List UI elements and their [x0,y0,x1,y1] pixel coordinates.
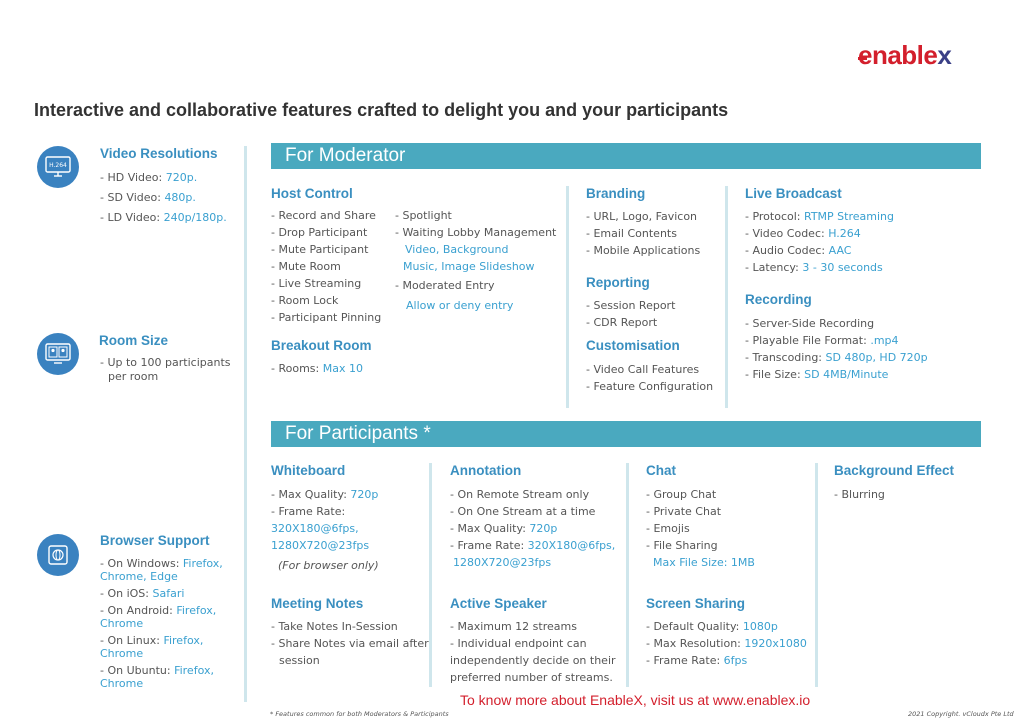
background-effect-title: Background Effect [834,463,955,478]
list-item: - URL, Logo, Favicon [586,210,698,223]
annotation-list [450,486,615,571]
list-item: - Share Notes via email after [271,637,429,650]
list-item: session [279,654,320,667]
meeting-notes-title: Meeting Notes [271,596,364,611]
list-item: - Room Lock [271,294,339,307]
list-item: - Waiting Lobby Management [395,226,557,239]
list-item: Chrome [100,647,144,660]
list-item: - On Ubuntu: Firefox, [100,664,214,677]
list-item: - On Remote Stream only [450,488,590,501]
room-size-title: Room Size [99,333,169,348]
chat-list [646,486,755,571]
list-item: - Mute Participant [271,243,369,256]
list-item: - Feature Configuration [586,380,714,393]
list-item: Chrome [100,677,144,690]
list-item: - Individual endpoint can [450,637,587,650]
list-item: Video, Background [405,243,509,256]
customisation-title: Customisation [586,338,680,353]
list-item: - On Linux: Firefox, [100,634,204,647]
list-item: - Server-Side Recording [745,317,875,330]
video-resolutions-list [100,168,227,228]
recording-list [745,315,928,383]
list-item: - Frame Rate: 6fps [646,654,748,667]
host-control-list [271,207,381,326]
browser-support-list [100,557,223,690]
list-item: - On Windows: Firefox, [100,557,223,570]
host-control-list-2 [395,207,556,314]
list-item: (For browser only) [278,559,379,572]
screen-sharing-title: Screen Sharing [646,596,746,611]
list-item: - On iOS: Safari [100,587,185,600]
list-item: 1280X720@23fps [271,539,370,552]
list-item: - Take Notes In-Session [271,620,398,633]
list-item: Chrome [100,617,144,630]
video-resolutions-title: Video Resolutions [100,146,218,161]
participants-band: For Participants * [271,421,981,447]
list-item: - Record and Share [271,209,376,222]
list-item: 1280X720@23fps [453,556,552,569]
breakout-room-title: Breakout Room [271,338,372,353]
list-item: - SD Video: 480p. [100,191,196,204]
svg-text:H.264: H.264 [49,162,67,169]
list-item: - Mobile Applications [586,244,701,257]
list-item: - Emojis [646,522,690,535]
column-divider [626,463,629,687]
list-item: - Mute Room [271,260,341,273]
active-speaker-title: Active Speaker [450,596,547,611]
meeting-notes-list [271,618,429,669]
list-item: - Session Report [586,299,676,312]
list-item: - Video Call Features [586,363,700,376]
list-item: - Frame Rate: 320X180@6fps, [450,539,616,552]
list-item: Max File Size: 1MB [653,556,755,569]
list-item: - On One Stream at a time [450,505,596,518]
list-item: - Audio Codec: AAC [745,244,852,257]
list-item: - Moderated Entry [395,279,495,292]
list-item: - Playable File Format: .mp4 [745,334,899,347]
list-item: - Default Quality: 1080p [646,620,778,633]
list-item: - Email Contents [586,227,677,240]
screen-sharing-list [646,618,807,669]
video-resolution-icon [37,146,79,188]
annotation-title: Annotation [450,463,522,478]
sidebar-divider [244,146,247,702]
list-item: - Spotlight [395,209,452,222]
list-item: - Group Chat [646,488,717,501]
column-divider [725,186,728,408]
list-item: - Maximum 12 streams [450,620,577,633]
list-item: Music, Image Slideshow [403,260,535,273]
enablex-logo: enablex [858,40,952,70]
breakout-room-rooms: - Rooms: Max 10 [271,362,363,375]
column-divider [566,186,569,408]
column-divider [429,463,432,687]
visit-us-cta: To know more about EnableX, visit us at www.enablex.io [460,692,811,708]
copyright: 2021 Copyright. vCloudx Pte Ltd [908,710,1014,718]
list-item: - Latency: 3 - 30 seconds [745,261,883,274]
room-size-line: - Up to 100 participants [100,356,231,369]
moderator-band: For Moderator [271,143,981,169]
column-divider [815,463,818,687]
list-item: - Max Quality: 720p [271,488,379,501]
live-broadcast-list [745,208,894,276]
list-item: - CDR Report [586,316,658,329]
list-item: - Live Streaming [271,277,362,290]
list-item: - HD Video: 720p. [100,171,198,184]
list-item: - Protocol: RTMP Streaming [745,210,894,223]
list-item: - On Android: Firefox, [100,604,217,617]
list-item: - Max Resolution: 1920x1080 [646,637,807,650]
reporting-list [586,297,675,331]
whiteboard-title: Whiteboard [271,463,346,478]
host-control-title: Host Control [271,186,353,201]
list-item: - File Sharing [646,539,718,552]
active-speaker-list [450,618,616,686]
browser-support-title: Browser Support [100,533,210,548]
browser-support-icon [37,534,79,576]
list-item: - Drop Participant [271,226,368,239]
list-item: - Video Codec: H.264 [745,227,861,240]
list-item: - Frame Rate: [271,505,346,518]
recording-title: Recording [745,292,812,307]
list-item: - LD Video: 240p/180p. [100,211,227,224]
list-item: - File Size: SD 4MB/Minute [745,368,889,381]
reporting-title: Reporting [586,275,650,290]
list-item: - Max Quality: 720p [450,522,558,535]
list-item: Allow or deny entry [406,299,514,312]
list-item: - Transcoding: SD 480p, HD 720p [745,351,928,364]
live-broadcast-title: Live Broadcast [745,186,842,201]
footnote: * Features common for both Moderators & Participants [270,710,449,718]
list-item: preferred number of streams. [450,671,613,684]
page-headline: Interactive and collaborative features crafted to delight you and your participants [34,100,729,120]
list-item: - Private Chat [646,505,722,518]
room-size-icon [37,333,79,375]
list-item: Chrome, Edge [100,570,178,583]
list-item: independently decide on their [450,654,616,667]
branding-list [586,208,700,259]
list-item: 320X180@6fps, [271,522,359,535]
whiteboard-list [271,486,379,574]
customisation-list [586,361,713,395]
room-size-line: per room [108,370,159,383]
chat-title: Chat [646,463,676,478]
branding-title: Branding [586,186,646,201]
background-effect-line: - Blurring [834,488,885,501]
list-item: - Participant Pinning [271,311,382,324]
